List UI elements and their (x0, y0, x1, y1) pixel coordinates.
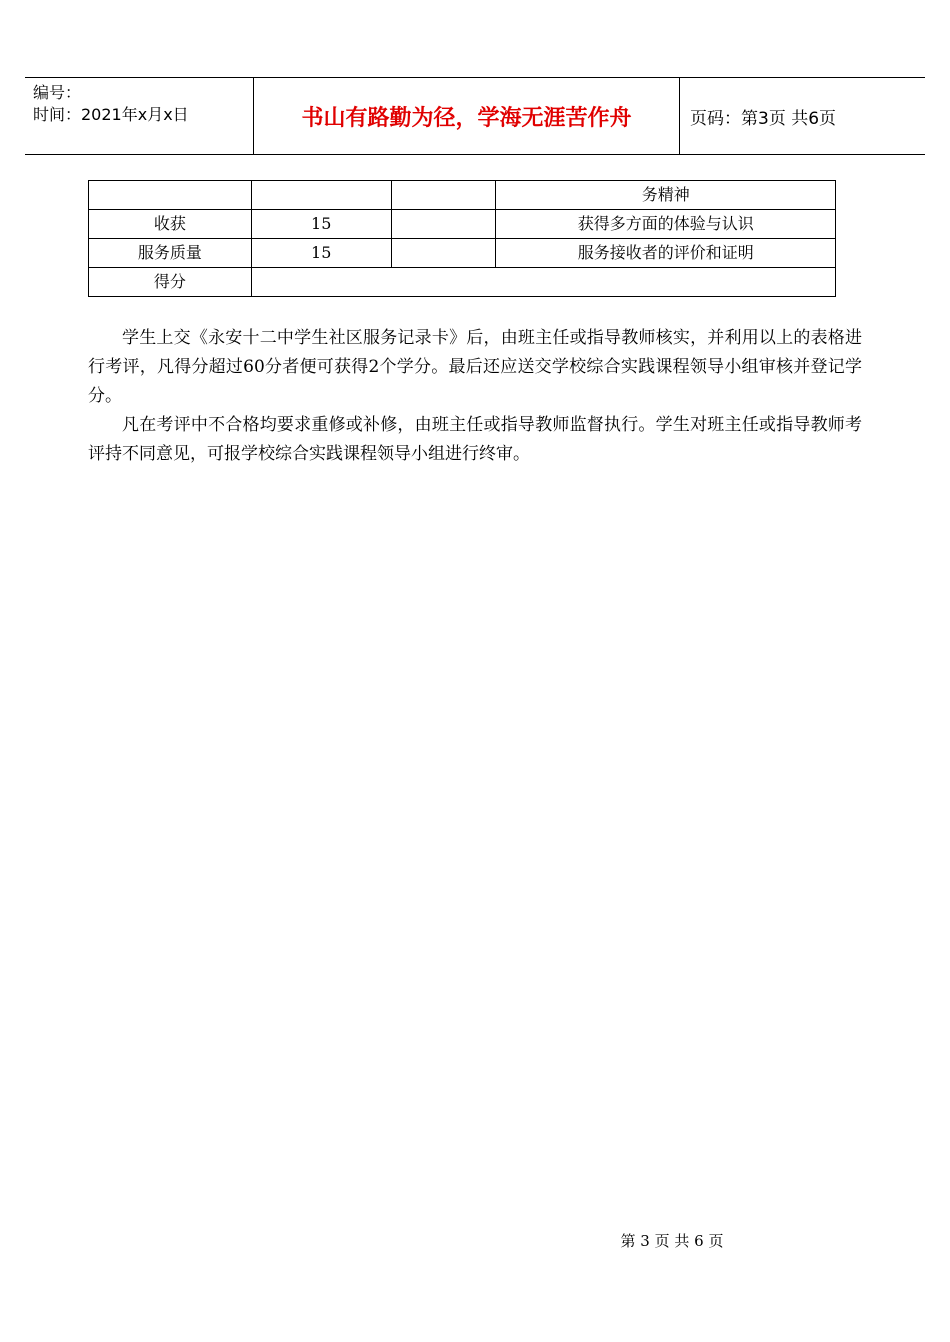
table-cell (391, 210, 496, 239)
header-motto: 书山有路勤为径，学海无涯苦作舟 (254, 78, 680, 154)
body-text (88, 324, 862, 469)
table-row (89, 181, 836, 210)
table-cell: 服务质量 (89, 239, 252, 268)
paragraph: 凡在考评中不合格均要求重修或补修，由班主任或指导教师监督执行。学生对班主任或指导教师考评持不同意见，可报学校综合实践课程领导小组进行终审。 (88, 415, 862, 464)
score-value (251, 268, 835, 297)
header-meta (25, 78, 254, 154)
table-cell: 获得多方面的体验与认识 (496, 210, 836, 239)
table-cell: 服务接收者的评价和证明 (496, 239, 836, 268)
table-cell: 务精神 (496, 181, 836, 210)
paragraph: 学生上交《永安十二中学生社区服务记录卡》后，由班主任或指导教师核实，并利用以上的表格进行考评，凡得分超过60分者便可获得2个学分。最后还应送交学校综合实践课程领导小组审核并登记学分。 (88, 328, 862, 406)
table-cell: 收获 (89, 210, 252, 239)
table-cell: 15 (251, 239, 391, 268)
document-time-label: 时间：2021年x月x日 (33, 105, 189, 124)
footer-page-number: 第 3 页 共 6 页 (620, 1232, 724, 1250)
table-row (89, 239, 836, 268)
table-cell (89, 181, 252, 210)
table-cell: 15 (251, 210, 391, 239)
score-label: 得分 (89, 268, 252, 297)
table-cell (391, 181, 496, 210)
table-row (89, 210, 836, 239)
table-cell (251, 181, 391, 210)
assessment-table (88, 180, 836, 297)
page-header (25, 77, 925, 155)
score-row (89, 268, 836, 297)
page-footer (0, 1230, 950, 1251)
document-number-label: 编号： (33, 83, 82, 102)
table-cell (391, 239, 496, 268)
header-page-info: 页码：第3页 共6页 (690, 108, 837, 129)
